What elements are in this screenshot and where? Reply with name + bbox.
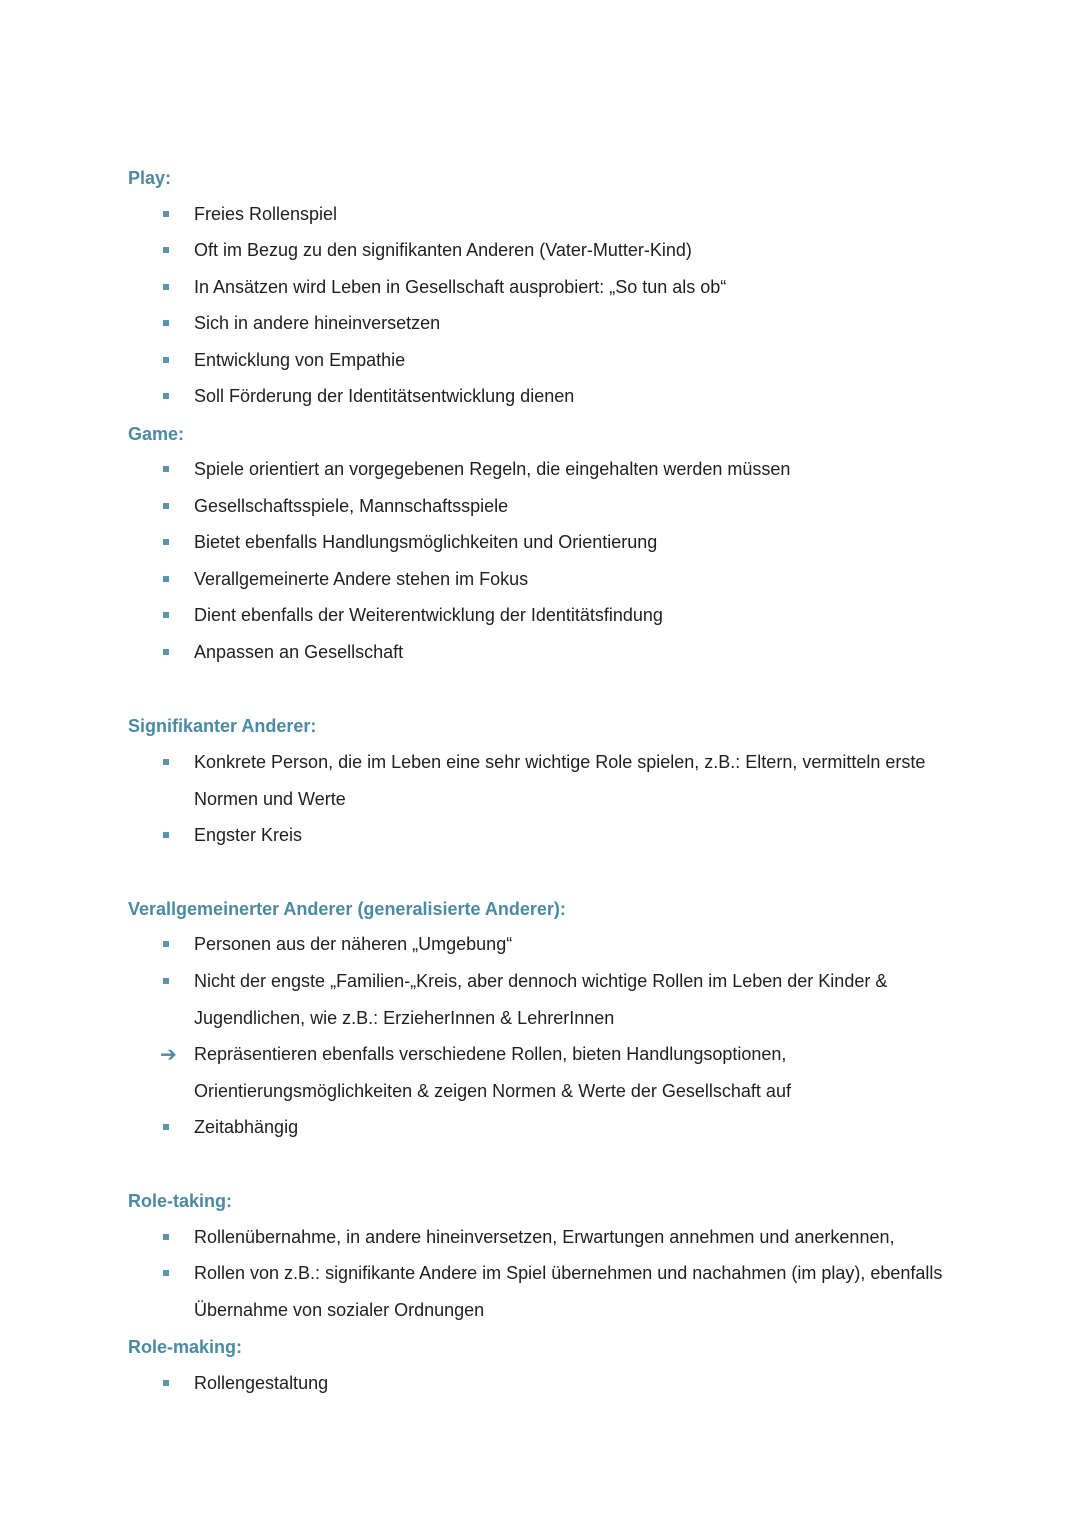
square-bullet-icon [163, 320, 169, 326]
list-item: Zeitabhängig [194, 1109, 974, 1146]
square-bullet-icon [163, 211, 169, 217]
list-item: Soll Förderung der Identitätsentwicklung dienen [194, 378, 974, 415]
square-bullet-icon [163, 393, 169, 399]
heading-game: Game: [128, 424, 185, 444]
list-item: Anpassen an Gesellschaft [194, 634, 974, 671]
heading-play: Play: [128, 168, 172, 188]
square-bullet-icon [163, 759, 169, 765]
square-bullet-icon [163, 503, 169, 509]
square-bullet-icon [163, 649, 169, 655]
square-bullet-icon [163, 247, 169, 253]
list-item: Spiele orientiert an vorgegebenen Regeln, die eingehalten werden müssen [194, 451, 974, 488]
arrow-right-icon: ➔ [160, 1042, 177, 1066]
square-bullet-icon [163, 1124, 169, 1130]
square-bullet-icon [163, 576, 169, 582]
list-item: Oft im Bezug zu den signifikanten Anderen (Vater-Mutter-Kind) [194, 232, 974, 269]
square-bullet-icon [163, 539, 169, 545]
square-bullet-icon [163, 466, 169, 472]
square-bullet-icon [163, 832, 169, 838]
list-item: Gesellschaftsspiele, Mannschaftsspiele [194, 488, 974, 525]
list-item: Nicht der engste „Familien-„Kreis, aber dennoch wichtige Rollen im Leben der Kinder & Jugendlichen, wie z.B.: ErzieherInnen & LehrerInnen [194, 963, 934, 1036]
square-bullet-icon [163, 284, 169, 290]
list-item: ➔ Repräsentieren ebenfalls verschiedene Rollen, bieten Handlungsoptionen, Orientierungsmöglichkeiten & zeigen Normen & Werte der Gesellschaft auf [194, 1036, 834, 1109]
list-item: In Ansätzen wird Leben in Gesellschaft ausprobiert: „So tun als ob“ [194, 269, 974, 306]
list-item: Verallgemeinerte Andere stehen im Fokus [194, 561, 974, 598]
square-bullet-icon [163, 1380, 169, 1386]
heading-significant-other: Signifikanter Anderer: [128, 716, 317, 736]
heading-role-taking: Role-taking: [128, 1191, 233, 1211]
list-item: Personen aus der näheren „Umgebung“ [194, 926, 974, 963]
heading-generalized-other: Verallgemeinerter Anderer (generalisierte Anderer): [128, 899, 566, 919]
square-bullet-icon [163, 941, 169, 947]
list-item: Konkrete Person, die im Leben eine sehr wichtige Role spielen, z.B.: Eltern, vermitteln erste Normen und Werte [194, 744, 974, 817]
list-item: Rollen von z.B.: signifikante Andere im Spiel übernehmen und nachahmen (im play), ebenfalls Übernahme von sozialer Ordnungen [194, 1255, 974, 1328]
square-bullet-icon [163, 978, 169, 984]
square-bullet-icon [163, 357, 169, 363]
list-item: Entwicklung von Empathie [194, 342, 974, 379]
list-item: Engster Kreis [194, 817, 974, 854]
square-bullet-icon [163, 1234, 169, 1240]
list-item: Rollengestaltung [194, 1365, 974, 1402]
square-bullet-icon [163, 612, 169, 618]
list-item: Freies Rollenspiel [194, 196, 974, 233]
list-item: Bietet ebenfalls Handlungsmöglichkeiten und Orientierung [194, 524, 974, 561]
list-item: Dient ebenfalls der Weiterentwicklung der Identitätsfindung [194, 597, 974, 634]
list-item: Rollenübernahme, in andere hineinversetzen, Erwartungen annehmen und anerkennen, [194, 1219, 974, 1256]
list-item: Sich in andere hineinversetzen [194, 305, 974, 342]
heading-role-making: Role-making: [128, 1337, 243, 1357]
square-bullet-icon [163, 1270, 169, 1276]
